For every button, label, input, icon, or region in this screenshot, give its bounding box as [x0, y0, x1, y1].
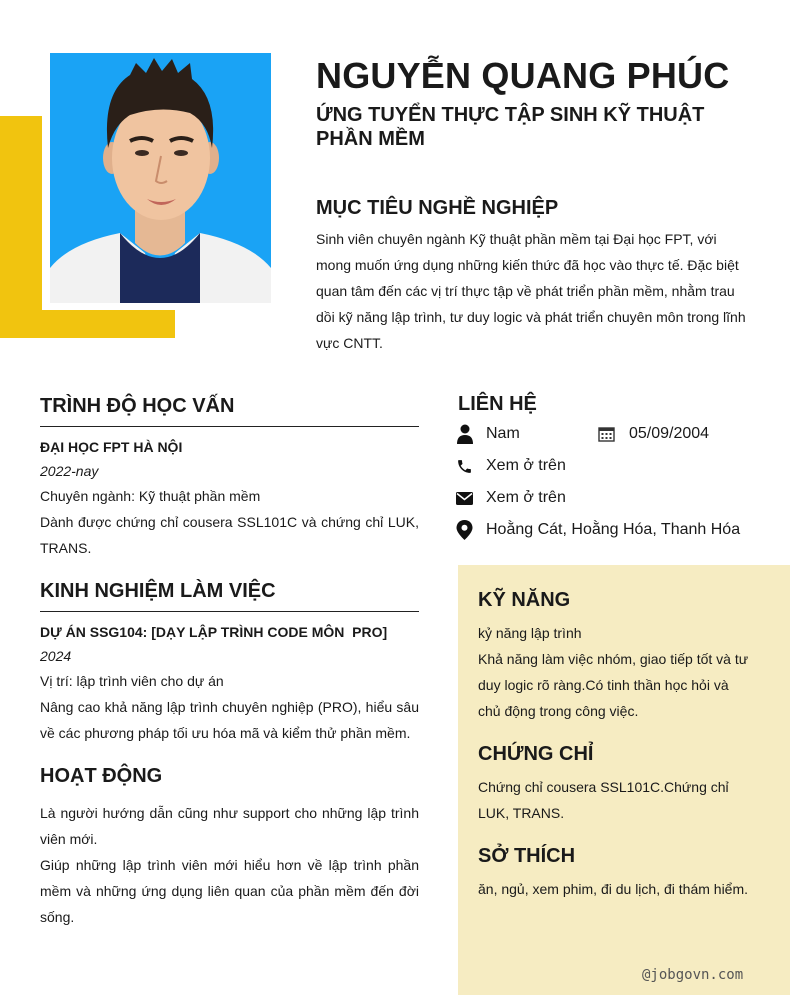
skills-heading: KỸ NĂNG: [478, 589, 571, 611]
applied-role: ỨNG TUYỂN THỰC TẬP SINH KỸ THUẬT PHẦN MỀM: [316, 104, 705, 150]
contact-phone: [456, 450, 566, 482]
address-text: Hoằng Cát, Hoằng Hóa, Thanh Hóa: [486, 521, 741, 538]
email-text: Xem ở trên: [486, 489, 566, 506]
birthday-text: 05/09/2004: [629, 425, 710, 442]
skill-item: Khả năng làm việc nhóm, giao tiếp tốt và tư duy logic rõ ràng.Có tinh thần học hỏi và chủ động trong công việc.: [478, 651, 749, 719]
location-pin-icon: [456, 520, 486, 540]
gender-text: Nam: [486, 425, 520, 442]
contact-birthday: [598, 418, 709, 450]
activities-heading: HOẠT ĐỘNG: [40, 765, 163, 787]
activity-item: Giúp những lập trình viên mới hiểu hơn về lập trình phần mềm và những ứng dụng liên quan của phần mềm đến đời sống.: [40, 857, 419, 925]
phone-icon: [456, 458, 486, 475]
education-divider: [40, 426, 419, 427]
certificates-text: Chứng chỉ cousera SSL101C.Chứng chỉ LUK, TRANS.: [478, 779, 729, 821]
profile-photo: [50, 53, 271, 303]
experience-project: DỰ ÁN SSG104: [DẠY LẬP TRÌNH CODE MÔN PRO]: [40, 624, 388, 640]
experience-divider: [40, 611, 419, 612]
experience-year: 2024: [40, 648, 72, 664]
experience-position: Vị trí: lập trình viên cho dự án: [40, 673, 224, 689]
education-period: 2022-nay: [40, 463, 99, 479]
calendar-icon: [598, 426, 629, 442]
activity-item: Là người hướng dẫn cũng như support cho những lập trình viên mới.: [40, 805, 419, 847]
education-heading: TRÌNH ĐỘ HỌC VẤN: [40, 395, 235, 417]
education-major: Chuyên ngành: Kỹ thuật phần mềm: [40, 488, 261, 504]
accent-bar: [0, 310, 175, 338]
watermark: @jobgovn.com: [642, 967, 744, 983]
phone-text: Xem ở trên: [486, 457, 566, 474]
skill-item: kỷ năng lập trình: [478, 625, 582, 641]
education-note: Dành được chứng chỉ cousera SSL101C và chứng chỉ LUK, TRANS.: [40, 514, 419, 556]
certificates-heading: CHỨNG CHỈ: [478, 743, 594, 765]
experience-description: Nâng cao khả năng lập trình chuyên nghiệp (PRO), hiểu sâu về các phương pháp tối ưu hóa mã và kiểm thử phần mềm.: [40, 699, 419, 741]
person-icon: [456, 424, 486, 444]
contact-heading: LIÊN HỆ: [458, 393, 537, 415]
mail-icon: [456, 492, 486, 505]
contact-address: [456, 514, 740, 546]
objective-heading: MỤC TIÊU NGHỀ NGHIỆP: [316, 197, 559, 219]
contact-email: [456, 482, 566, 514]
hobbies-text: ăn, ngủ, xem phim, đi du lịch, đi thám hiểm.: [478, 881, 749, 897]
contact-gender: [456, 418, 520, 450]
hobbies-heading: SỞ THÍCH: [478, 845, 576, 867]
objective-text: Sinh viên chuyên ngành Kỹ thuật phần mềm tại Đại học FPT, với mong muốn ứng dụng những kiến thức đã học vào thực tế. Đặc biệt quan tâm đến các vị trí thực tập về phát triển phần mềm, nhằm trau dồi kỹ năng lập trình, tư duy logic và phát triển chuyên môn trong lĩnh vực CNTT.: [316, 231, 746, 351]
experience-heading: KINH NGHIỆM LÀM VIỆC: [40, 580, 276, 602]
candidate-name: NGUYỄN QUANG PHÚC: [316, 55, 730, 96]
accent-block: [0, 116, 42, 338]
education-school: ĐẠI HỌC FPT HÀ NỘI: [40, 439, 183, 455]
